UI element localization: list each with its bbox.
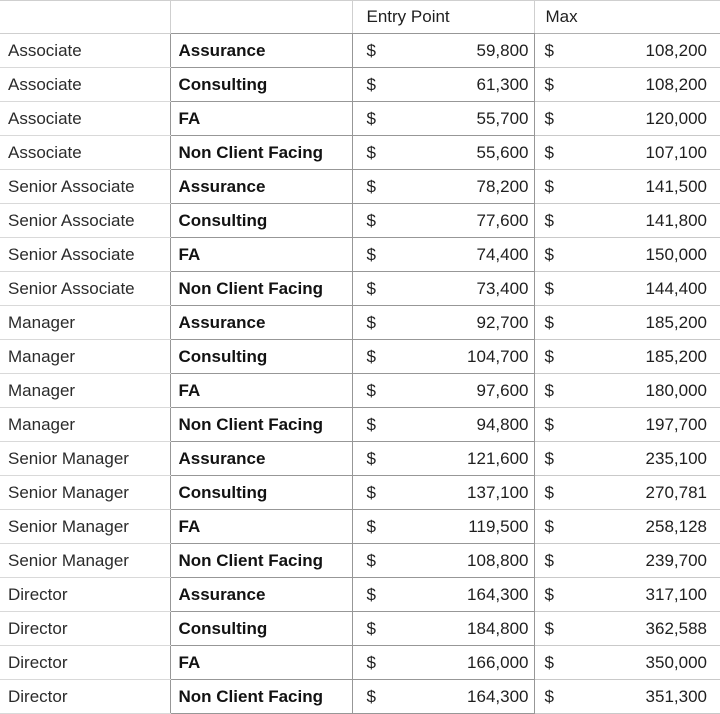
table-body [0, 34, 720, 714]
table-row [0, 238, 720, 272]
max-amount [535, 238, 720, 271]
table-row [0, 34, 720, 68]
entry-point-amount [353, 680, 534, 713]
max-cell[interactable] [534, 476, 720, 510]
entry-point-amount [353, 544, 534, 577]
header-row [0, 1, 720, 34]
dollar-sign: $ [367, 109, 376, 129]
dollar-sign: $ [367, 687, 376, 707]
entry-point-amount [353, 204, 534, 237]
entry-point-cell[interactable] [352, 680, 534, 714]
max-cell[interactable] [534, 612, 720, 646]
max-cell[interactable] [534, 204, 720, 238]
dollar-sign: $ [367, 279, 376, 299]
service-line-cell[interactable]: Consulting [170, 68, 352, 102]
service-line-cell[interactable]: FA [170, 238, 352, 272]
table-row [0, 204, 720, 238]
dollar-sign: $ [545, 483, 554, 503]
table-row [0, 306, 720, 340]
header-cell-max[interactable]: Max [534, 1, 720, 34]
dollar-sign: $ [545, 619, 554, 639]
service-line-cell[interactable]: FA [170, 510, 352, 544]
role-cell[interactable]: Manager [0, 306, 170, 340]
dollar-sign: $ [545, 347, 554, 367]
entry-point-value: 78,200 [477, 177, 529, 197]
dollar-sign: $ [367, 551, 376, 571]
role-cell[interactable]: Senior Associate [0, 272, 170, 306]
dollar-sign: $ [545, 279, 554, 299]
entry-point-value: 74,400 [477, 245, 529, 265]
entry-point-value: 77,600 [477, 211, 529, 231]
max-value: 258,128 [646, 517, 707, 537]
service-line-cell[interactable]: Non Client Facing [170, 680, 352, 714]
dollar-sign: $ [367, 415, 376, 435]
max-value: 239,700 [646, 551, 707, 571]
entry-point-amount [353, 68, 534, 101]
dollar-sign: $ [545, 177, 554, 197]
role-cell[interactable]: Director [0, 680, 170, 714]
dollar-sign: $ [367, 449, 376, 469]
max-cell[interactable] [534, 578, 720, 612]
table-row [0, 340, 720, 374]
service-line-cell[interactable]: Non Client Facing [170, 272, 352, 306]
max-amount [535, 646, 720, 679]
entry-point-amount [353, 612, 534, 645]
service-line-cell[interactable]: Consulting [170, 612, 352, 646]
dollar-sign: $ [545, 415, 554, 435]
service-line-cell[interactable]: Assurance [170, 306, 352, 340]
max-value: 350,000 [646, 653, 707, 673]
service-line-cell[interactable]: Consulting [170, 476, 352, 510]
dollar-sign: $ [545, 245, 554, 265]
max-value: 108,200 [646, 41, 707, 61]
dollar-sign: $ [545, 41, 554, 61]
entry-point-amount [353, 102, 534, 135]
entry-point-value: 166,000 [467, 653, 528, 673]
table-row [0, 68, 720, 102]
table-row [0, 476, 720, 510]
table-row [0, 374, 720, 408]
dollar-sign: $ [545, 381, 554, 401]
max-cell[interactable] [534, 510, 720, 544]
max-amount [535, 544, 720, 577]
entry-point-value: 59,800 [477, 41, 529, 61]
role-cell[interactable]: Associate [0, 34, 170, 68]
max-cell[interactable] [534, 374, 720, 408]
entry-point-cell[interactable] [352, 646, 534, 680]
service-line-cell[interactable]: Consulting [170, 204, 352, 238]
table-row [0, 170, 720, 204]
service-line-cell[interactable]: FA [170, 102, 352, 136]
role-cell[interactable]: Manager [0, 340, 170, 374]
entry-point-cell[interactable] [352, 34, 534, 68]
service-line-cell[interactable]: Non Client Facing [170, 136, 352, 170]
service-line-cell[interactable]: FA [170, 646, 352, 680]
dollar-sign: $ [367, 483, 376, 503]
entry-point-cell[interactable] [352, 374, 534, 408]
entry-point-amount [353, 238, 534, 271]
table-row [0, 680, 720, 714]
entry-point-value: 94,800 [477, 415, 529, 435]
dollar-sign: $ [545, 517, 554, 537]
dollar-sign: $ [545, 75, 554, 95]
max-value: 270,781 [646, 483, 707, 503]
max-amount [535, 204, 720, 237]
role-cell[interactable]: Associate [0, 68, 170, 102]
service-line-cell[interactable]: Assurance [170, 442, 352, 476]
entry-point-amount [353, 442, 534, 475]
dollar-sign: $ [545, 551, 554, 571]
service-line-cell[interactable]: Assurance [170, 34, 352, 68]
max-value: 144,400 [646, 279, 707, 299]
entry-point-amount [353, 272, 534, 305]
table-row [0, 646, 720, 680]
max-value: 235,100 [646, 449, 707, 469]
entry-point-value: 97,600 [477, 381, 529, 401]
dollar-sign: $ [545, 143, 554, 163]
max-cell[interactable] [534, 68, 720, 102]
dollar-sign: $ [367, 313, 376, 333]
dollar-sign: $ [545, 313, 554, 333]
entry-point-value: 55,700 [477, 109, 529, 129]
service-line-cell[interactable]: Non Client Facing [170, 544, 352, 578]
dollar-sign: $ [367, 381, 376, 401]
role-cell[interactable]: Senior Manager [0, 476, 170, 510]
max-cell[interactable] [534, 442, 720, 476]
max-value: 107,100 [646, 143, 707, 163]
max-amount [535, 374, 720, 407]
dollar-sign: $ [545, 449, 554, 469]
max-value: 185,200 [646, 347, 707, 367]
max-cell[interactable] [534, 34, 720, 68]
max-amount [535, 408, 720, 441]
max-amount [535, 34, 720, 67]
dollar-sign: $ [367, 41, 376, 61]
max-cell[interactable] [534, 170, 720, 204]
table-row [0, 136, 720, 170]
entry-point-cell[interactable] [352, 510, 534, 544]
entry-point-cell[interactable] [352, 306, 534, 340]
entry-point-amount [353, 476, 534, 509]
dollar-sign: $ [367, 245, 376, 265]
entry-point-cell[interactable] [352, 238, 534, 272]
dollar-sign: $ [367, 347, 376, 367]
max-value: 185,200 [646, 313, 707, 333]
entry-point-value: 92,700 [477, 313, 529, 333]
entry-point-amount [353, 136, 534, 169]
entry-point-cell[interactable] [352, 442, 534, 476]
entry-point-value: 164,300 [467, 687, 528, 707]
max-amount [535, 102, 720, 135]
max-value: 108,200 [646, 75, 707, 95]
table-row [0, 272, 720, 306]
entry-point-cell[interactable] [352, 408, 534, 442]
entry-point-value: 61,300 [477, 75, 529, 95]
service-line-cell[interactable]: Assurance [170, 578, 352, 612]
max-cell[interactable] [534, 680, 720, 714]
entry-point-cell[interactable] [352, 136, 534, 170]
max-value: 141,500 [646, 177, 707, 197]
role-cell[interactable]: Director [0, 646, 170, 680]
entry-point-value: 184,800 [467, 619, 528, 639]
role-cell[interactable]: Director [0, 612, 170, 646]
dollar-sign: $ [367, 517, 376, 537]
dollar-sign: $ [545, 585, 554, 605]
role-cell[interactable]: Senior Associate [0, 204, 170, 238]
entry-point-cell[interactable] [352, 340, 534, 374]
max-cell[interactable] [534, 272, 720, 306]
role-cell[interactable]: Manager [0, 374, 170, 408]
dollar-sign: $ [367, 585, 376, 605]
entry-point-value: 55,600 [477, 143, 529, 163]
max-amount [535, 340, 720, 373]
entry-point-cell[interactable] [352, 204, 534, 238]
max-value: 180,000 [646, 381, 707, 401]
entry-point-cell[interactable] [352, 578, 534, 612]
entry-point-amount [353, 646, 534, 679]
max-value: 317,100 [646, 585, 707, 605]
entry-point-value: 137,100 [467, 483, 528, 503]
entry-point-amount [353, 408, 534, 441]
role-cell[interactable]: Manager [0, 408, 170, 442]
max-value: 362,588 [646, 619, 707, 639]
max-cell[interactable] [534, 544, 720, 578]
dollar-sign: $ [367, 211, 376, 231]
role-cell[interactable]: Senior Associate [0, 170, 170, 204]
max-amount [535, 680, 720, 713]
max-cell[interactable] [534, 102, 720, 136]
max-cell[interactable] [534, 136, 720, 170]
max-amount [535, 306, 720, 339]
role-cell[interactable]: Director [0, 578, 170, 612]
table-row [0, 442, 720, 476]
entry-point-cell[interactable] [352, 68, 534, 102]
header-cell-role[interactable] [0, 1, 170, 34]
dollar-sign: $ [367, 75, 376, 95]
max-value: 141,800 [646, 211, 707, 231]
header-cell-service-line[interactable] [170, 1, 352, 34]
entry-point-cell[interactable] [352, 102, 534, 136]
role-cell[interactable]: Senior Manager [0, 544, 170, 578]
entry-point-value: 108,800 [467, 551, 528, 571]
max-cell[interactable] [534, 238, 720, 272]
header-cell-entry-point[interactable]: Entry Point [352, 1, 534, 34]
table-row [0, 408, 720, 442]
max-cell[interactable] [534, 646, 720, 680]
table-row [0, 578, 720, 612]
entry-point-value: 164,300 [467, 585, 528, 605]
max-value: 150,000 [646, 245, 707, 265]
entry-point-cell[interactable] [352, 544, 534, 578]
max-amount [535, 510, 720, 543]
role-cell[interactable]: Senior Associate [0, 238, 170, 272]
service-line-cell[interactable]: Assurance [170, 170, 352, 204]
table-row [0, 544, 720, 578]
max-amount [535, 578, 720, 611]
service-line-cell[interactable]: Consulting [170, 340, 352, 374]
max-amount [535, 136, 720, 169]
dollar-sign: $ [545, 211, 554, 231]
role-cell[interactable]: Senior Manager [0, 510, 170, 544]
service-line-cell[interactable]: Non Client Facing [170, 408, 352, 442]
entry-point-amount [353, 340, 534, 373]
max-cell[interactable] [534, 340, 720, 374]
max-cell[interactable] [534, 306, 720, 340]
dollar-sign: $ [367, 619, 376, 639]
dollar-sign: $ [367, 177, 376, 197]
max-amount [535, 68, 720, 101]
max-cell[interactable] [534, 408, 720, 442]
service-line-cell[interactable]: FA [170, 374, 352, 408]
table-row [0, 510, 720, 544]
entry-point-value: 73,400 [477, 279, 529, 299]
entry-point-amount [353, 34, 534, 67]
max-value: 351,300 [646, 687, 707, 707]
dollar-sign: $ [367, 143, 376, 163]
dollar-sign: $ [545, 687, 554, 707]
dollar-sign: $ [545, 109, 554, 129]
entry-point-amount [353, 578, 534, 611]
role-cell[interactable]: Associate [0, 102, 170, 136]
dollar-sign: $ [367, 653, 376, 673]
entry-point-cell[interactable] [352, 612, 534, 646]
max-amount [535, 442, 720, 475]
table-row [0, 102, 720, 136]
entry-point-cell[interactable] [352, 476, 534, 510]
max-value: 120,000 [646, 109, 707, 129]
role-cell[interactable]: Senior Manager [0, 442, 170, 476]
entry-point-amount [353, 374, 534, 407]
entry-point-amount [353, 510, 534, 543]
table-row [0, 612, 720, 646]
entry-point-amount [353, 306, 534, 339]
entry-point-amount [353, 170, 534, 203]
max-amount [535, 612, 720, 645]
dollar-sign: $ [545, 653, 554, 673]
entry-point-cell[interactable] [352, 272, 534, 306]
max-value: 197,700 [646, 415, 707, 435]
entry-point-value: 104,700 [467, 347, 528, 367]
max-amount [535, 170, 720, 203]
role-cell[interactable]: Associate [0, 136, 170, 170]
max-amount [535, 476, 720, 509]
entry-point-value: 119,500 [468, 517, 528, 537]
entry-point-value: 121,600 [467, 449, 528, 469]
max-amount [535, 272, 720, 305]
entry-point-cell[interactable] [352, 170, 534, 204]
